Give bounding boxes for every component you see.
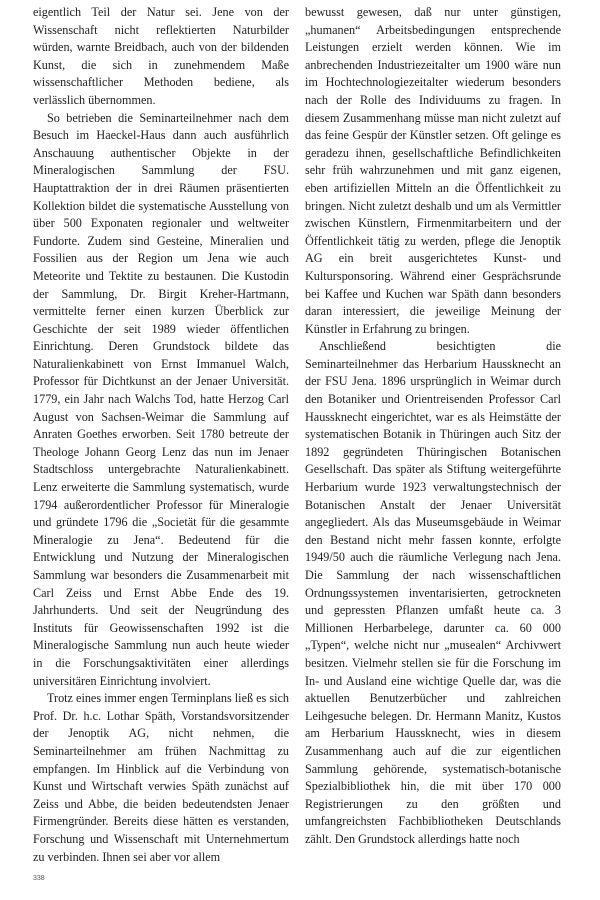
paragraph: Anschließend besichtigten die Seminarteilnehmer das Herbarium Haussknecht an der FSU Jena. 1896 ursprünglich in Weimar durch den Botaniker und Orientreisenden Professor Carl Haussknecht eingerichtet, war es als Heimstätte der systematischen Botanik in Thüringen auch Sitz der 1892 gegründeten Thüringischen Botanischen Gesellschaft. Das später als Stiftung weitergeführte Herbarium wurde 1923 verwaltungstechnisch der Botanischen Anstalt der Jenaer Universität angegliedert. Als das Museumsgebäude in Weimar den Bestand nicht mehr fassen konnte, erfolgte 1949/50 auch die räumliche Verlegung nach Jena. Die Sammlung der nach wissenschaftlichen Ordnungssystemen inventarisierten, getrockneten und gepressten Pflanzen umfaßt heute ca. 3 Millionen Herbarbelege, darunter ca. 60 000 „Typen“, welche nicht nur „musealen“ Archivwert besitzen. Vielmehr stellen sie für die Forschung im In- und Ausland eine wichtige Quelle dar, was die aktuellen Benutzerbücher und zahlreichen Leihgesuche belegen. Dr. Hermann Manitz, Kustos am Herbarium Haussknecht, wies in diesem Zusammenhang auch auf die zur eigentlichen Sammlung gehörende, systematisch-botanische Spezialbibliothek hin, die mit über 170 000 Registrierungen zu den größten und umfangreichsten Fachbibliotheken Deutschlands zählt. Den Grundstock allerdings hatte noch <box>305 339 561 846</box>
paragraph: eigentlich Teil der Natur sei. Jene von der Wissenschaft nicht reflektierten Naturbilder würden, warnte Breidbach, auch von der bildenden Kunst, die sich in zunehmendem Maße wissenschaftlicher Methoden bediene, als verlässlich übernommen. <box>33 5 289 107</box>
right-text-column <box>305 4 561 849</box>
page-number: 338 <box>33 875 45 882</box>
paragraph: bewusst gewesen, daß nur unter günstigen, „humanen“ Arbeitsbedingungen entsprechende Leistungen erzielt werden können. Wie im anbrechenden Industriezeitalter um 1900 wäre nun im Hochtechnologiezeitalter wiederum besonders nach der Rolle des Individuums zu fragen. In diesem Zusammenhang müsse man nicht zuletzt auf das feine Gespür der Künstler setzen. Oft gelinge es geradezu ihnen, gesellschaftliche Befindlichkeiten sehr früh wahrzunehmen und mit ganz eigenen, eben artifiziellen Mitteln an die Öffentlichkeit zu bringen. Nicht zuletzt deshalb und um als Vermittler zwischen Künstlern, Firmenmitarbeitern und der Öffentlichkeit tätig zu werden, pflege die Jenoptik AG ein breit ausgerichtetes Kunst- und Kultursponsoring. Während einer Gesprächsrunde bei Kaffee und Kuchen war Späth dann besonders daran interessiert, die jeweilige Meinung der Künstler in Erfahrung zu bringen. <box>305 5 561 336</box>
paragraph: Trotz eines immer engen Terminplans ließ es sich Prof. Dr. h.c. Lothar Späth, Vorstandsvorsitzender der Jenoptik AG, nicht nehmen, die Seminarteilnehmer am frühen Nachmittag zu empfangen. Im Hinblick auf die Verbindung von Kunst und Wirtschaft verwies Späth zunächst auf Zeiss und Abbe, die beiden bedeutendsten Jenaer Firmengründer. Bereits diese hätten es verstanden, Forschung und Wissenschaft mit Unternehmertum zu verbinden. Ihnen sei aber vor allem <box>33 691 289 864</box>
paragraph: So betrieben die Seminarteilnehmer nach dem Besuch im Haeckel-Haus dann auch ausführlich Anschauung authentischer Objekte in der Mineralogischen Sammlung der FSU. Hauptattraktion der in drei Räumen präsentierten Kollektion bildet die systematische Ausstellung von über 500 Exponaten regionaler und weltweiter Fundorte. Zudem sind Gesteine, Mineralien und Fossilien aus der Region um Jena wie auch Meteorite und Tektite zu bestaunen. Die Kustodin der Sammlung, Dr. Birgit Kreher-Hartmann, vermittelte ferner einen kurzen Überblick zur Geschichte der seit 1989 wieder öffentlichen Einrichtung. Deren Grundstock bildete das Naturalienkabinett von Ernst Immanuel Walch, Professor für Dichtkunst an der Jenaer Universität. 1779, ein Jahr nach Walchs Tod, hatte Herzog Carl August von Sachsen-Weimar die Sammlung auf Anraten Goethes erworben. Seit 1780 betreute der Theologe Johann Georg Lenz das nun im Jenaer Stadtschloss untergebrachte Naturalienkabinett. Lenz erweiterte die Sammlung systematisch, wurde 1794 außerordentlicher Professor für Mineralogie und gründete 1796 die „Societät für die gesammte Mineralogie zu Jena“. Bedeutend für die Entwicklung und Nutzung der Mineralogischen Sammlung war besonders die Zusammenarbeit mit Carl Zeiss und Ernst Abbe Ende des 19. Jahrhunderts. Und seit der Neugründung des Instituts für Geowissenschaften 1992 ist die Mineralogische Sammlung nun auch heute wieder in die Forschungsaktivitäten einer allerdings universitären Einrichtung involviert. <box>33 110 289 688</box>
left-text-column <box>33 4 289 866</box>
